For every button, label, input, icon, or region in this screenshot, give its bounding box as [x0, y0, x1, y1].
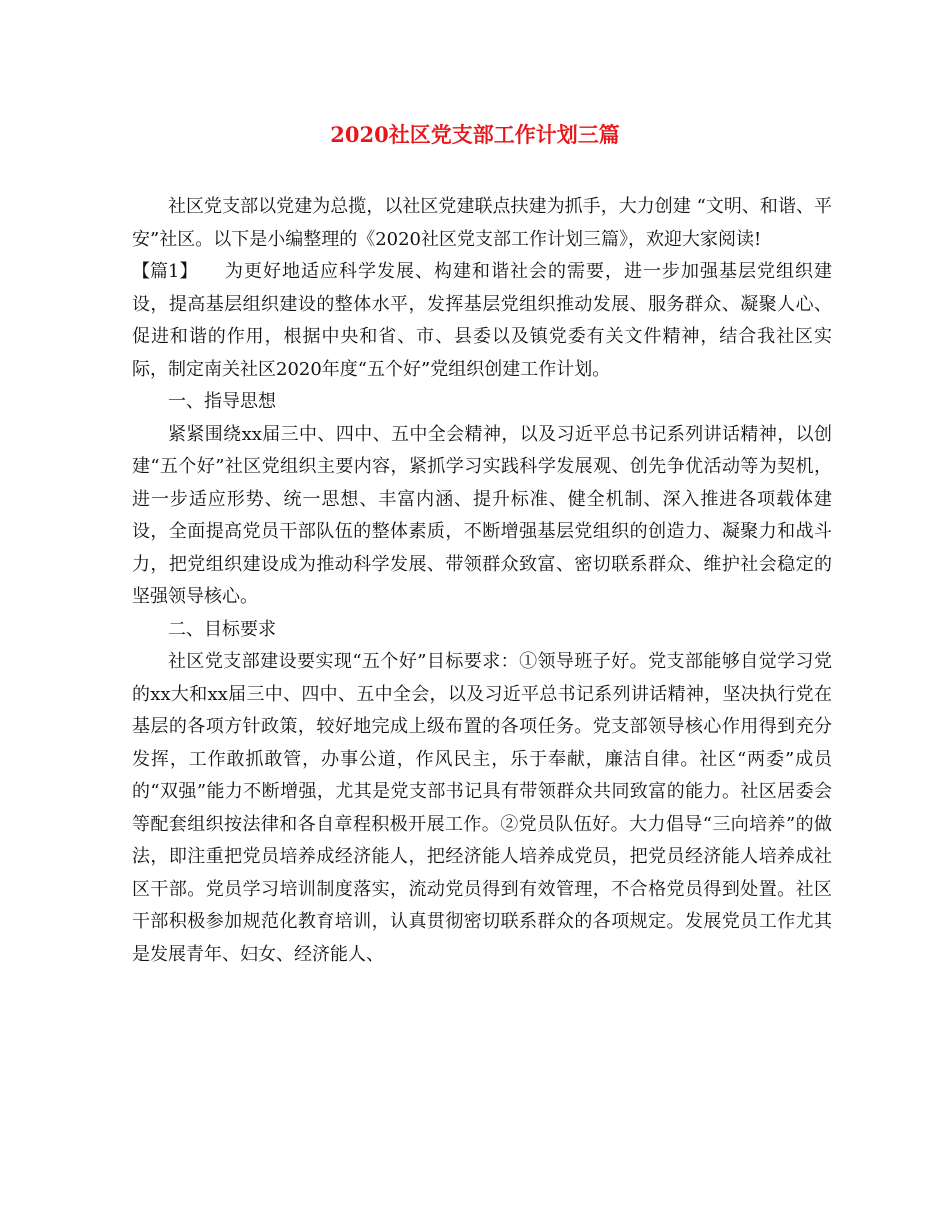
intro-paragraph: 社区党支部以党建为总揽，以社区党建联点扶建为抓手，大力创建 “文明、和谐、平安”社区。以下是小编整理的《2020社区党支部工作计划三篇》，欢迎大家阅读!: [132, 196, 832, 250]
section-2-heading: 二、目标要求: [168, 618, 276, 640]
section-1-heading: 一、指导思想: [168, 391, 276, 412]
section-1-paragraph: 紧紧围绕xx届三中、四中、五中全会精神，以及习近平总书记系列讲话精神，以创建“五个好”社区党组织主要内容，紧抓学习实践科学发展观、创先争优活动等为契机，进一步适应形势、统一思想、丰富内涵、提升标准、健全机制、深入推进各项载体建设，全面提高党员干部队伍的整体素质，不断增强基层党组织的创造力、凝聚力和战斗力，把党组织建设成为推动科学发展、带领群众致富、密切联系群众、维护社会稳定的坚强领导核心。: [132, 423, 832, 607]
article-1-intro-paragraph: [132, 256, 832, 386]
section-2-paragraph: 社区党支部建设要实现“五个好”目标要求：①领导班子好。党支部能够自觉学习党的xx大和xx届三中、四中、五中全会，以及习近平总书记系列讲话精神，坚决执行党在基层的各项方针政策，较好地完成上级布置的各项任务。党支部领导核心作用得到充分发挥，工作敢抓敢管，办事公道，作风民主，乐于奉献，廉洁自律。社区“两委”成员的“双强”能力不断增强，尤其是党支部书记具有带领群众共同致富的能力。社区居委会等配套组织按法律和各自章程积极开展工作。②党员队伍好。大力倡导“三向培养”的做法，即注重把党员培养成经济能人，把经济能人培养成党员，把党员经济能人培养成社区干部。党员学习培训制度落实，流动党员得到有效管理，不合格党员得到处置。社区干部积极参加规范化教育培训，认真贯彻密切联系群众的各项规定。发展党员工作尤其是发展青年、妇女、经济能人、: [132, 651, 832, 965]
article-1-label: 【篇1】: [132, 261, 198, 282]
article-1-intro-text: 为更好地适应科学发展、构建和谐社会的需要，进一步加强基层党组织建设，提高基层组织建设的整体水平，发挥基层党组织推动发展、服务群众、凝聚人心、促进和谐的作用，根据中央和省、市、县委以及镇党委有关文件精神，结合我社区实际，制定南关社区2020年度“五个好”党组织创建工作计划。: [132, 261, 832, 380]
document-title: 2020社区党支部工作计划三篇: [330, 122, 620, 147]
document-body: [132, 191, 832, 971]
